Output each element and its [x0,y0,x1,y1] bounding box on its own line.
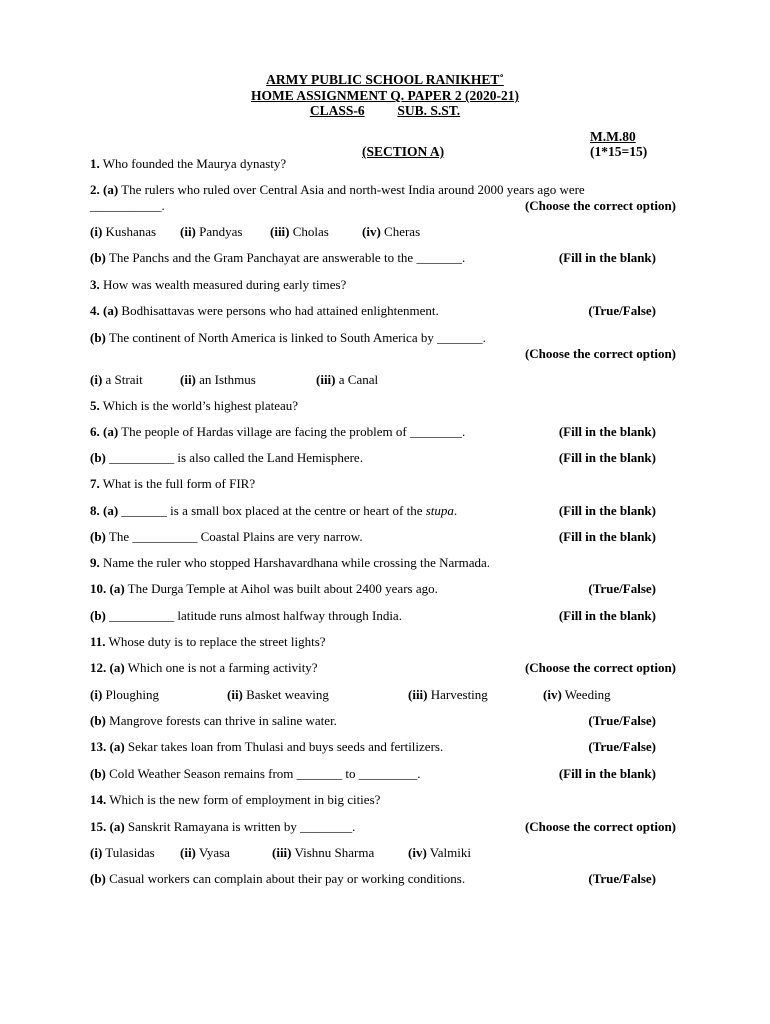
option-item: (i) Tulasidas [90,845,155,860]
question-number: (b) [90,330,106,345]
question-number: (b) [90,871,106,886]
question-number: 8. (a) [90,503,119,518]
question-type-tag: (Choose the correct option) [524,819,676,834]
question-number: (b) [90,713,106,728]
question-text: Which is the world’s highest plateau? [99,398,299,413]
question-number: 15. (a) [90,819,125,834]
question-6a [90,424,676,439]
question-number: (b) [90,608,106,623]
question-10a [90,581,676,596]
question-number: 12. (a) [90,660,125,675]
answer-blank: ___________. [90,198,165,213]
question-text: Which one is not a farming activity? [124,660,318,675]
question-text: The rulers who ruled over Central Asia and north-west India around 2000 years ago were [118,182,585,197]
option-item: (i) Ploughing [90,687,159,702]
question-type-tag: (Fill in the blank) [558,608,656,623]
question-text: Mangrove forests can thrive in saline water. [105,713,337,728]
class-label: CLASS-6 [309,103,365,118]
question-4a [90,303,676,318]
question-text: The Durga Temple at Aihol was built about 2400 years ago. [124,581,438,596]
question-type-tag: (True/False) [588,303,656,318]
question-type-tag: (Choose the correct option) [524,660,676,675]
question-8b [90,529,676,544]
question-number: 4. (a) [90,303,119,318]
question-11 [90,634,676,649]
question-text: _______ is a small box placed at the centre or heart of the [118,503,426,518]
question-type-tag: (Choose the correct option) [524,198,676,213]
question-12a [90,660,676,675]
question-10b [90,608,676,623]
option-item: (iii) Harvesting [408,687,488,702]
question-text: Sanskrit Ramayana is written by ________. [124,819,356,834]
question-number: 7. [90,476,100,491]
question-text: Which is the new form of employment in big cities? [106,792,381,807]
question-number: 2. (a) [90,182,119,197]
question-3 [90,277,676,292]
question-text: Sekar takes loan from Thulasi and buys seeds and fertilizers. [124,739,444,754]
paper-title: HOME ASSIGNMENT Q. PAPER 2 (2020-21) [250,88,519,103]
question-type-tag: (True/False) [588,871,656,886]
option-item: (ii) Basket weaving [227,687,329,702]
question-text: __________ latitude runs almost halfway through India. [105,608,402,623]
question-text: __________ is also called the Land Hemisphere. [105,450,363,465]
question-13b [90,766,676,781]
question-text: Name the ruler who stopped Harshavardhana while crossing the Narmada. [99,555,490,570]
question-number: (b) [90,766,106,781]
question-text: What is the full form of FIR? [99,476,256,491]
question-text: The Panchs and the Gram Panchayat are answerable to the _______. [105,250,466,265]
question-number: (b) [90,450,106,465]
question-number: 6. (a) [90,424,119,439]
question-number: 13. (a) [90,739,125,754]
question-number: (b) [90,250,106,265]
question-4b [90,330,676,345]
question-13a [90,739,676,754]
question-type-tag: (Fill in the blank) [558,529,656,544]
question-number: 9. [90,555,100,570]
question-text: Who founded the Maurya dynasty? [99,156,287,171]
option-item: (iii) Cholas [270,224,329,239]
question-14 [90,792,676,807]
question-type-tag: (Fill in the blank) [558,450,656,465]
question-text: Whose duty is to replace the street lights? [105,634,326,649]
question-7 [90,476,676,491]
question-number: 5. [90,398,100,413]
question-15b [90,871,676,886]
question-text: How was wealth measured during early times? [99,277,347,292]
question-number: 3. [90,277,100,292]
question-type-tag: (True/False) [588,581,656,596]
option-item: (iii) Vishnu Sharma [272,845,375,860]
question-text: The __________ Coastal Plains are very narrow. [105,529,363,544]
question-text: Cold Weather Season remains from _______ to _________. [105,766,421,781]
question-1 [90,156,676,171]
question-type-tag: (True/False) [588,739,656,754]
question-text: Casual workers can complain about their pay or working conditions. [105,871,466,886]
question-2a [90,182,676,197]
option-item: (iv) Weeding [543,687,611,702]
option-item: (ii) Vyasa [180,845,230,860]
question-text: Bodhisattavas were persons who had attained enlightenment. [118,303,439,318]
question-number: 11. [90,634,106,649]
school-name: ARMY PUBLIC SCHOOL RANIKHET˚ [266,72,504,87]
question-15a [90,819,676,834]
question-8a: 8. (a) _______ is a small box placed at the centre or heart of the stupa. (Fill in the blank) [90,503,656,518]
section-heading: (SECTION A) [362,144,445,159]
option-item: (i) Kushanas [90,224,157,239]
question-5 [90,398,676,413]
question-number: 10. (a) [90,581,125,596]
question-12b [90,713,676,728]
question-type-tag: (Choose the correct option) [524,346,676,361]
option-item: (iv) Cheras [362,224,421,239]
question-2b [90,250,676,265]
question-2a-line2 [90,198,676,213]
question-9 [90,555,676,570]
option-item: (iii) a Canal [316,372,379,387]
question-6b [90,450,676,465]
question-type-tag: (Fill in the blank) [558,250,656,265]
italic-term: stupa [425,503,454,518]
max-marks: M.M.80 [590,129,636,144]
question-number: (b) [90,529,106,544]
question-type-tag: (Fill in the blank) [558,766,656,781]
option-item: (ii) Pandyas [180,224,243,239]
option-item: (ii) an Isthmus [180,372,256,387]
question-number: 14. [90,792,107,807]
option-item: (iv) Valmiki [408,845,471,860]
question-text: The continent of North America is linked to South America by _______. [105,330,486,345]
question-type-tag: (Fill in the blank) [558,424,656,439]
subject-label: SUB. S.ST. [397,103,461,118]
question-number: 1. [90,156,100,171]
question-type-tag: (True/False) [588,713,656,728]
marks-formula: (1*15=15) [590,144,648,159]
question-type-tag: (Fill in the blank) [558,503,656,518]
option-item: (i) a Strait [90,372,143,387]
class-subject-line [0,103,770,119]
question-text: The people of Hardas village are facing the problem of ________. [118,424,466,439]
